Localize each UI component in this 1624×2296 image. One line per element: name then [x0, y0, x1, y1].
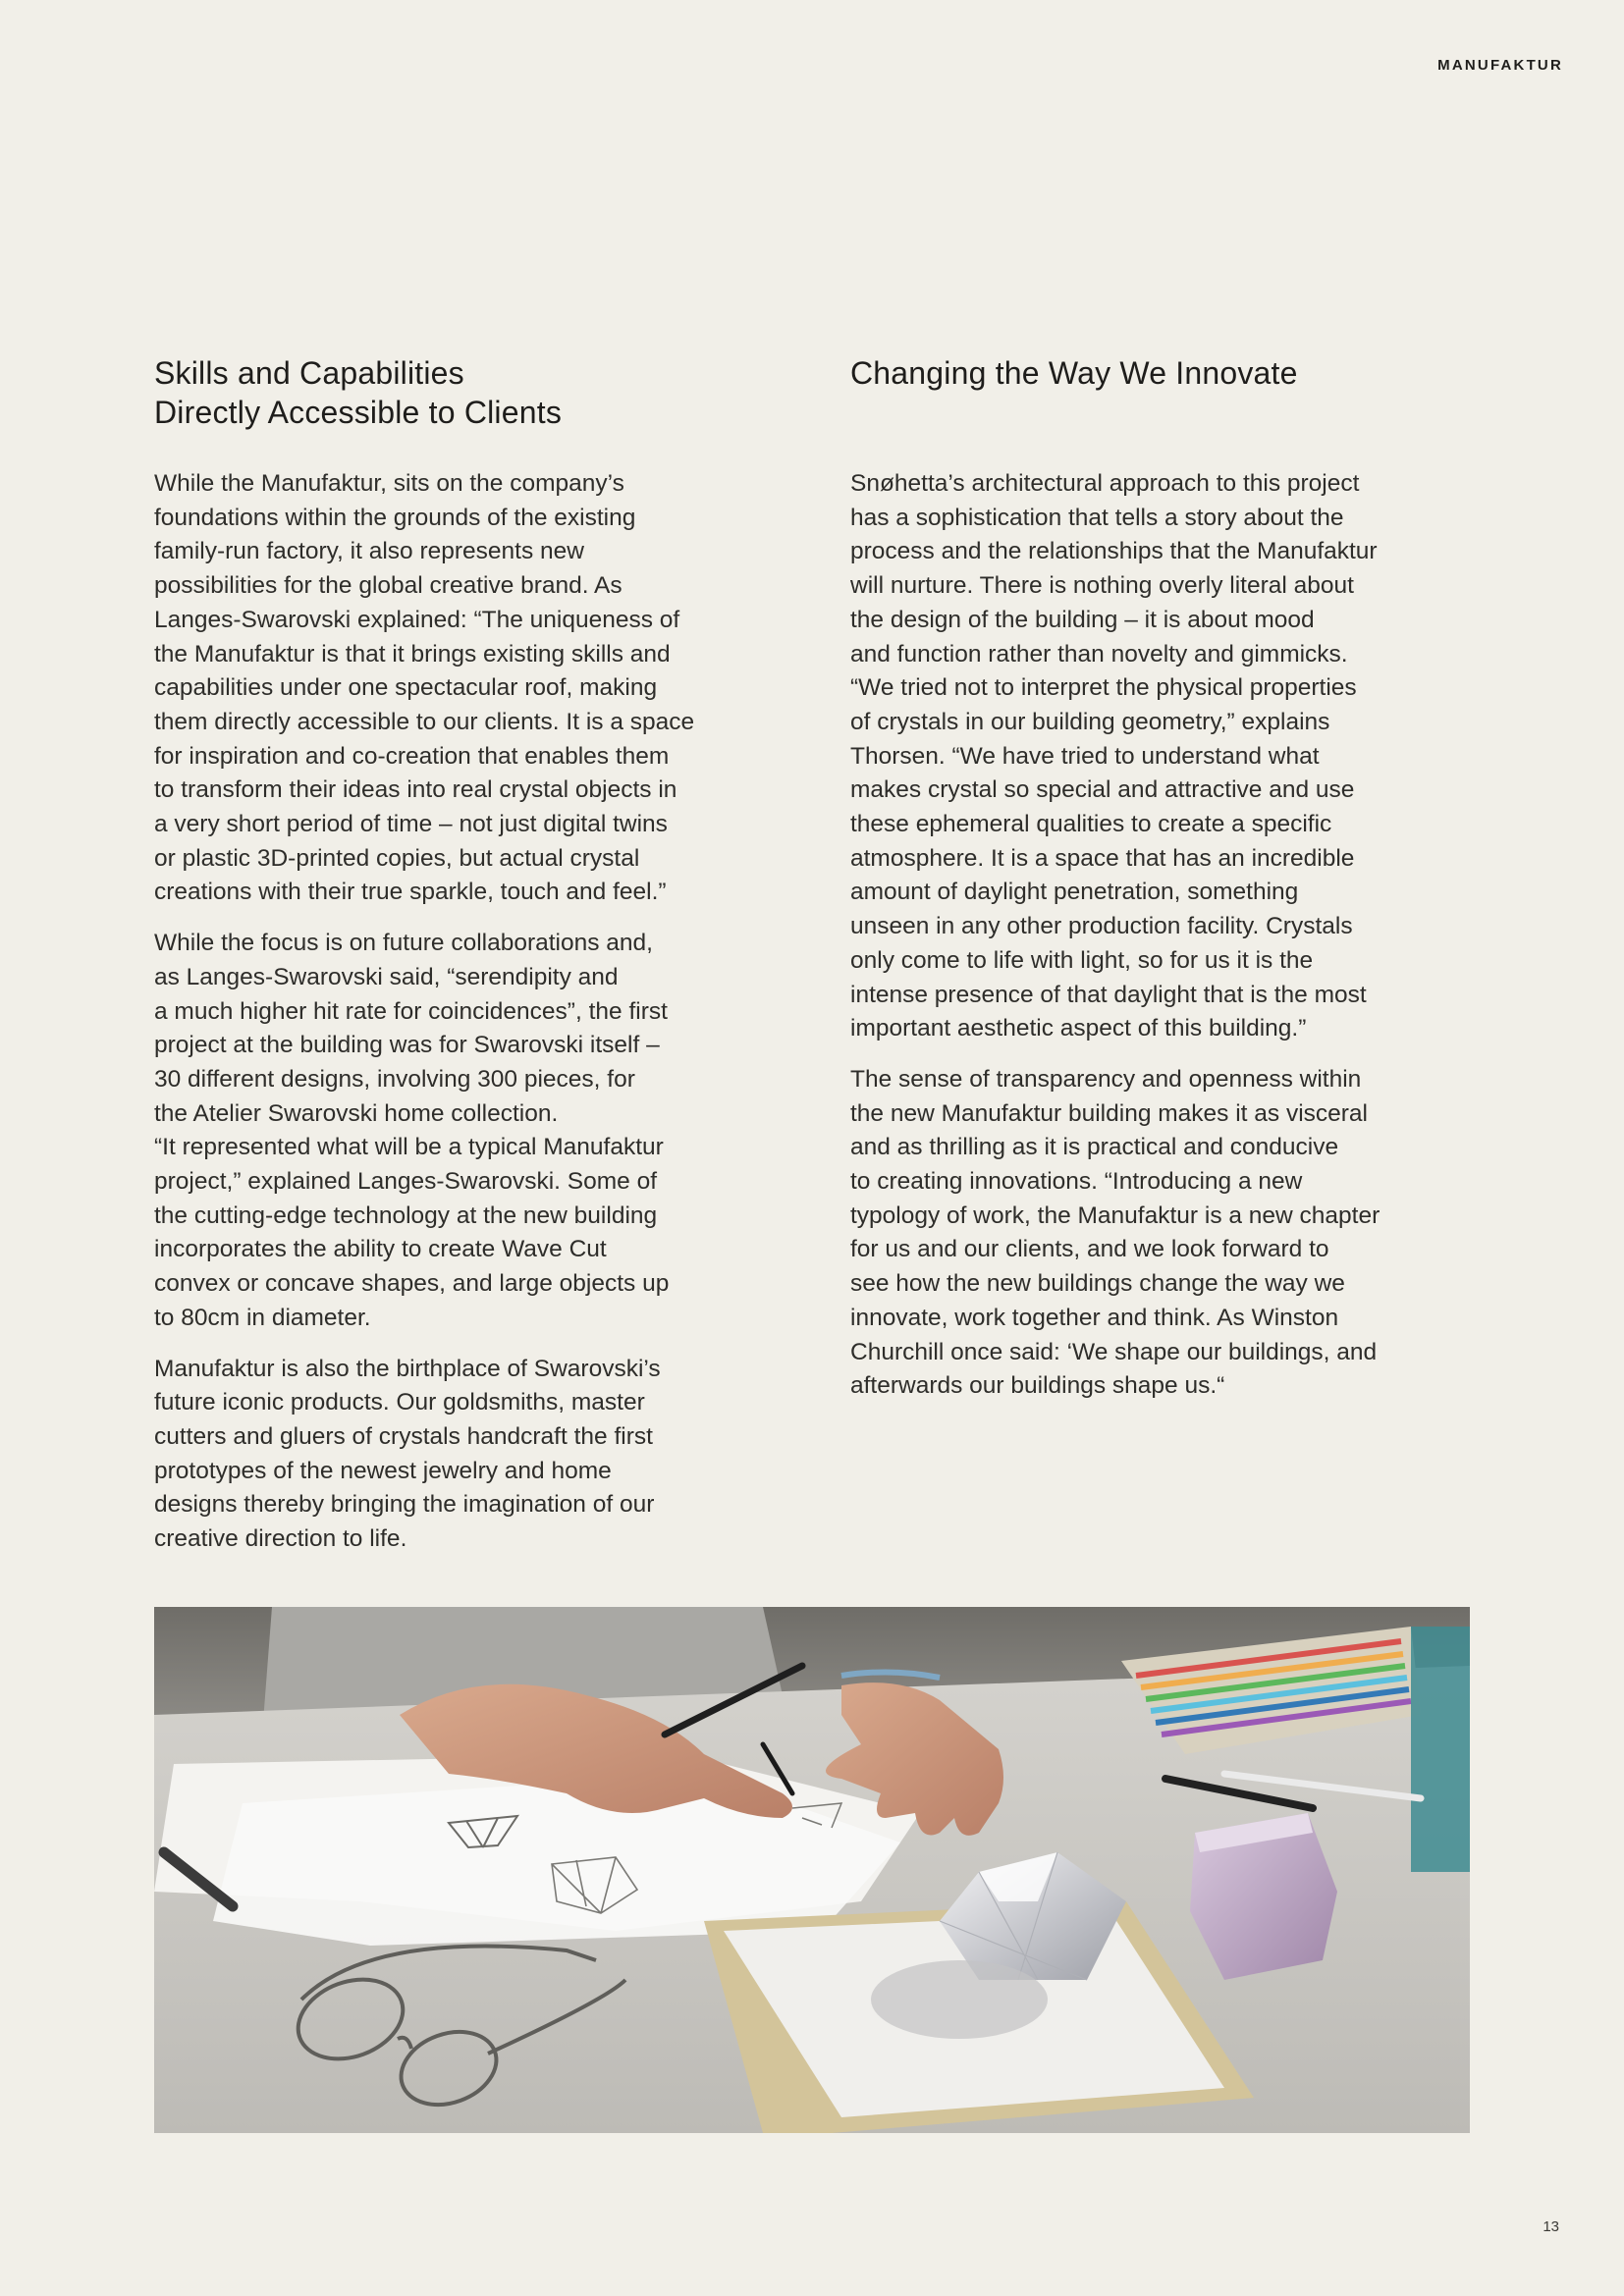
left-paragraph-3: Manufaktur is also the birthplace of Swarovski’s future iconic products. Our goldsmiths, master cutters and gluers of crystals handcraft the first prototypes of the newest jewelry and home designs thereby bringing the imagination of our creative direction to life.: [154, 1355, 661, 1553]
right-paragraph-1: Snøhetta’s architectural approach to this project has a sophistication that tells a story about the process and the relationships that the Manufaktur will nurture. There is nothing overly literal about the design of the building – it is about mood and function rather than novelty and gimmicks. “We tried not to interpret the physical properties of crystals in our building geometry,” explains Thorsen. “We have tried to understand what makes crystal so special and attractive and use these ephemeral qualities to create a specific atmosphere. It is a space that has an incredible amount of daylight penetration, something unseen in any other production facility. Crystals only come to life with light, so for us it is the intense presence of that daylight that is the most important aesthetic aspect of this building.”: [850, 470, 1378, 1042]
right-column: [850, 353, 1479, 1420]
left-column-heading: Skills and Capabilities Directly Accessible to Clients: [154, 355, 563, 430]
left-paragraph-2: While the focus is on future collaborations and, as Langes-Swarovski said, “serendipity and a much higher hit rate for coincidences”, the first project at the building was for Swarovski itself – 30 different designs, involving 300 pieces, for the Atelier Swarovski home collection. “It represented what will be a typical Manufaktur project,” explained Langes-Swarovski. Some of the cutting-edge technology at the new building incorporates the ability to create Wave Cut convex or concave shapes, and large objects up to 80cm in diameter.: [154, 930, 670, 1331]
right-paragraph-2: The sense of transparency and openness within the new Manufaktur building makes it as visceral and as thrilling as it is practical and conducive to creating innovations. “Introducing a new typology of work, the Manufaktur is a new chapter for us and our clients, and we look forward to see how the new buildings change the way we innovate, work together and think. As Winston Churchill once said: ‘We shape our buildings, and afterwards our buildings shape us.“: [850, 1065, 1380, 1400]
left-paragraph-1: While the Manufaktur, sits on the company’s foundations within the grounds of the existing family-run factory, it also represents new possibilities for the global creative brand. As Langes-Swarovski explained: “The uniqueness of the Manufaktur is that it brings existing skills and capabilities under one spectacular roof, making them directly accessible to our clients. It is a space for inspiration and co-creation that enables them to transform their ideas into real crystal objects in a very short period of time – not just digital twins or plastic 3D-printed copies, but actual crystal creations with their true sparkle, touch and feel.”: [154, 470, 695, 906]
page-number: 13: [1543, 2218, 1559, 2235]
right-column-heading: Changing the Way We Innovate: [850, 355, 1298, 391]
running-title: MANUFAKTUR: [1437, 57, 1563, 74]
left-column: [154, 353, 783, 1574]
workshop-photo: [154, 1607, 1470, 2133]
